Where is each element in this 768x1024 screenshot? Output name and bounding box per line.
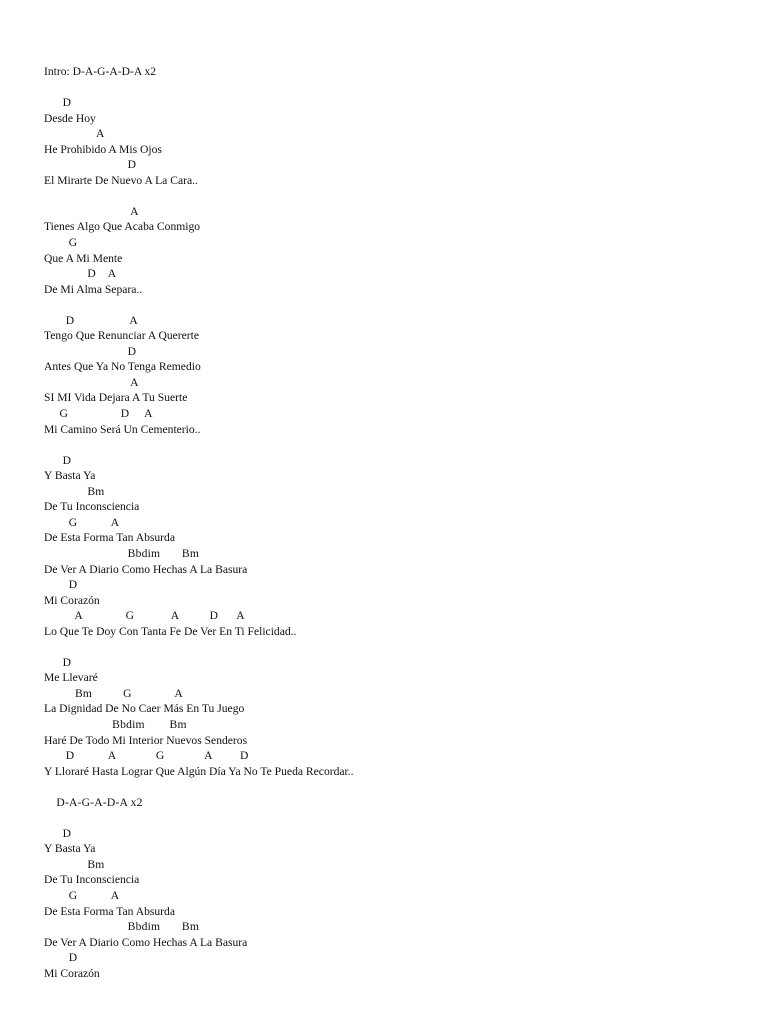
chord-line: Bm G A xyxy=(44,686,184,700)
chord-line: D-A-G-A-D-A x2 xyxy=(44,795,143,809)
chord-line: G xyxy=(44,236,78,250)
lyric-line: Y Lloraré Hasta Lograr Que Algún Día Ya No Te Pueda Recordar.. xyxy=(44,764,354,778)
chord-line: D xyxy=(44,344,137,358)
lyric-line: De Esta Forma Tan Absurda xyxy=(44,904,175,918)
chord-line: A xyxy=(44,204,139,218)
chord-line: Bbdim Bm xyxy=(44,546,200,560)
chord-line: Bbdim Bm xyxy=(44,920,200,934)
lyric-line: La Dignidad De No Caer Más En Tu Juego xyxy=(44,702,245,716)
chord-line: D xyxy=(44,96,72,110)
blank-line xyxy=(44,297,744,313)
chord-line: G D A xyxy=(44,407,153,421)
lyric-line: Mi Corazón xyxy=(44,593,100,607)
chord-line: D xyxy=(44,578,78,592)
lyric-line: Que A Mi Mente xyxy=(44,251,123,265)
lyric-line: Haré De Todo Mi Interior Nuevos Senderos xyxy=(44,733,248,747)
blank-line xyxy=(44,437,744,453)
chord-line: D A G A D xyxy=(44,749,249,763)
lyric-line: De Esta Forma Tan Absurda xyxy=(44,531,175,545)
chord-line: D xyxy=(44,826,72,840)
lyric-line: Tienes Algo Que Acaba Conmigo xyxy=(44,220,201,234)
chord-line: D A xyxy=(44,313,138,327)
lyric-line: Me Llevaré xyxy=(44,671,98,685)
lyric-line: Y Basta Ya xyxy=(44,842,96,856)
blank-line xyxy=(44,779,744,795)
lyric-line: Mi Corazón xyxy=(44,966,100,980)
chord-line: D xyxy=(44,655,72,669)
lyric-line: Antes Que Ya No Tenga Remedio xyxy=(44,360,201,374)
lyric-line: Y Basta Ya xyxy=(44,469,96,483)
chord-line: A xyxy=(44,375,139,389)
blank-line xyxy=(44,188,744,204)
chord-line: D xyxy=(44,453,72,467)
lyric-line: De Ver A Diario Como Hechas A La Basura xyxy=(44,935,248,949)
lyric-line: Mi Camino Será Un Cementerio.. xyxy=(44,422,201,436)
lyric-line: He Prohibido A Mis Ojos xyxy=(44,142,162,156)
lyric-line: De Ver A Diario Como Hechas A La Basura xyxy=(44,562,248,576)
chord-line: A xyxy=(44,127,105,141)
blank-line xyxy=(44,639,744,655)
chord-line: G A xyxy=(44,515,120,529)
chord-line: A G A D A xyxy=(44,609,245,623)
chord-line: Bm xyxy=(44,484,105,498)
chord-line: Bm xyxy=(44,857,105,871)
chord-line: D xyxy=(44,951,78,965)
lyric-line: SI MI Vida Dejara A Tu Suerte xyxy=(44,391,188,405)
chord-line: D A xyxy=(44,267,117,281)
chord-line: G A xyxy=(44,888,120,902)
lyrics-chord-sheet xyxy=(44,64,744,981)
lyric-line: Intro: D-A-G-A-D-A x2 xyxy=(44,65,157,78)
lyric-line: Desde Hoy xyxy=(44,111,96,125)
chord-line: Bbdim Bm xyxy=(44,717,187,731)
blank-line xyxy=(44,80,744,96)
lyric-line: El Mirarte De Nuevo A La Cara.. xyxy=(44,173,198,187)
lyric-line: Lo Que Te Doy Con Tanta Fe De Ver En Ti Felicidad.. xyxy=(44,624,297,638)
lyric-line: De Mi Alma Separa.. xyxy=(44,282,143,296)
lyric-line: De Tu Inconsciencia xyxy=(44,873,140,887)
lyric-line: Tengo Que Renunciar A Quererte xyxy=(44,329,200,343)
chord-line: D xyxy=(44,158,137,172)
blank-line xyxy=(44,810,744,826)
lyric-line: De Tu Inconsciencia xyxy=(44,500,140,514)
